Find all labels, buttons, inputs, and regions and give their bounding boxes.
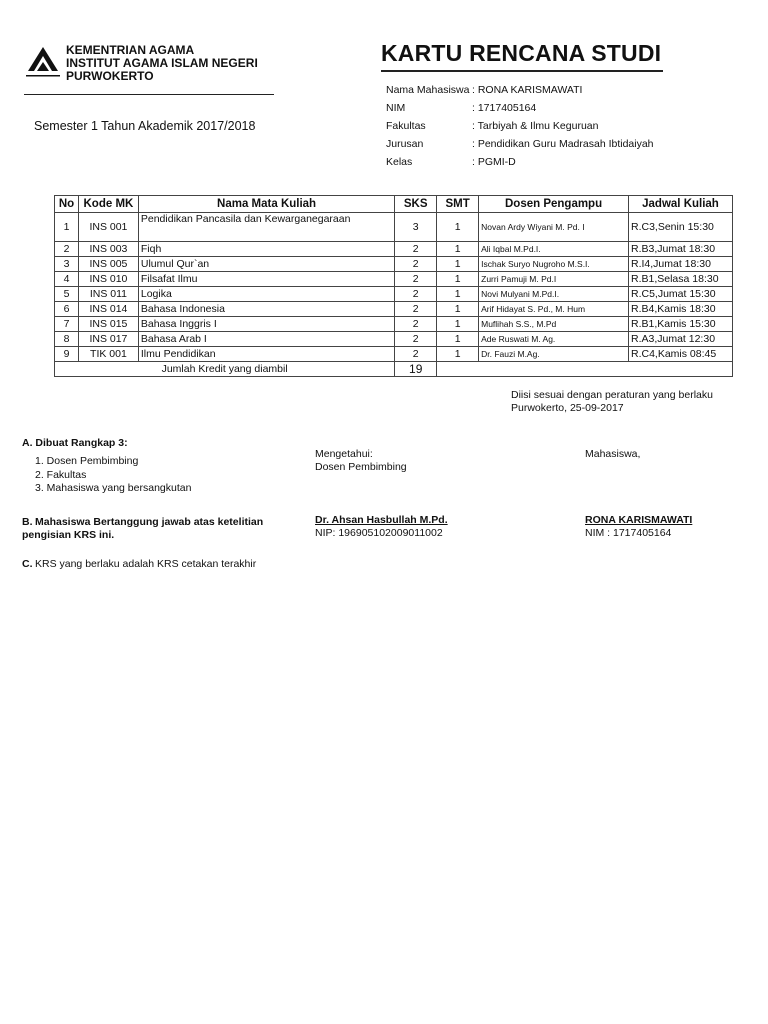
total-label: Jumlah Kredit yang diambil [55,362,395,377]
institution-line-1: KEMENTRIAN AGAMA [66,43,195,57]
cell-smt: 1 [437,332,479,347]
cell-kode: INS 005 [78,257,138,272]
cell-no: 9 [55,347,79,362]
table-row [55,302,733,317]
table-row [55,287,733,302]
note-line-1: Diisi sesuai dengan peraturan yang berlaku [511,389,713,401]
cell-nama: Bahasa Indonesia [138,302,394,317]
header-divider [24,94,274,95]
col-header-smt: SMT [437,196,479,213]
cell-dosen: Muflihah S.S., M.Pd [479,317,629,332]
info-row-faculty [386,120,654,138]
student-info [386,84,654,174]
advisor-nip: NIP: 196905102009011002 [315,527,443,539]
cell-jadwal: R.A3,Jumat 12:30 [628,332,732,347]
cell-dosen: Ade Ruswati M. Ag. [479,332,629,347]
cell-kode: INS 017 [78,332,138,347]
cell-jadwal: R.C3,Senin 15:30 [628,213,732,242]
cell-nama: Fiqh [138,242,394,257]
cell-dosen: Dr. Fauzi M.Ag. [479,347,629,362]
cell-smt: 1 [437,347,479,362]
section-b-text: Mahasiswa Bertanggung jawab atas ketelitian pengisian KRS ini. [22,516,264,541]
cell-sks: 2 [395,302,437,317]
cell-nama: Filsafat Ilmu [138,272,394,287]
cell-dosen: Novan Ardy Wiyani M. Pd. I [479,213,629,242]
semester-label: Semester 1 Tahun Akademik 2017/2018 [34,119,256,133]
place-date: Purwokerto, 25-09-2017 [511,402,624,414]
title-underline [381,70,663,72]
info-value: : Tarbiyah & Ilmu Keguruan [472,120,599,132]
cell-smt: 1 [437,317,479,332]
info-value: : Pendidikan Guru Madrasah Ibtidaiyah [472,138,654,150]
table-row [55,272,733,287]
cell-jadwal: R.B3,Jumat 18:30 [628,242,732,257]
iain-logo-icon [24,44,62,82]
info-label: Nama Mahasiswa [386,84,470,96]
cell-sks: 2 [395,242,437,257]
cell-sks: 2 [395,347,437,362]
cell-smt: 1 [437,302,479,317]
student-label: Mahasiswa, [585,448,641,460]
cell-smt: 1 [437,242,479,257]
cell-nama: Ulumul Qur`an [138,257,394,272]
info-row-class [386,156,654,174]
cell-no: 6 [55,302,79,317]
cell-dosen: Novi Mulyani M.Pd.I. [479,287,629,302]
cell-sks: 2 [395,272,437,287]
student-nim: NIM : 1717405164 [585,527,672,539]
cell-kode: INS 003 [78,242,138,257]
cell-smt: 1 [437,272,479,287]
cell-no: 2 [55,242,79,257]
cell-no: 1 [55,213,79,242]
cell-sks: 2 [395,317,437,332]
col-header-jadwal: Jadwal Kuliah [628,196,732,213]
cell-nama: Ilmu Pendidikan [138,347,394,362]
advisor-signature [315,514,448,540]
cell-sks: 2 [395,257,437,272]
cell-kode: INS 015 [78,317,138,332]
cell-sks: 2 [395,287,437,302]
table-row [55,317,733,332]
info-label: Kelas [386,156,413,168]
info-label: Jurusan [386,138,424,150]
cell-no: 4 [55,272,79,287]
course-table [54,195,733,377]
institution-line-3: PURWOKERTO [66,69,154,83]
table-row [55,242,733,257]
advisor-role: Dosen Pembimbing [315,461,407,473]
section-c [22,558,256,570]
col-header-no: No [55,196,79,213]
info-row-name [386,84,654,102]
cell-jadwal: R.I4,Jumat 18:30 [628,257,732,272]
cell-no: 8 [55,332,79,347]
info-label: NIM [386,102,406,114]
advisor-name: Dr. Ahsan Hasbullah M.Pd. [315,514,448,526]
cell-no: 3 [55,257,79,272]
cell-jadwal: R.C4,Kamis 08:45 [628,347,732,362]
info-value: : RONA KARISMAWATI [472,84,583,96]
page-title: KARTU RENCANA STUDI [381,40,662,66]
section-b-letter: B. [22,516,33,528]
cell-sks: 2 [395,332,437,347]
section-c-text: KRS yang berlaku adalah KRS cetakan terakhir [35,558,257,570]
cell-smt: 1 [437,287,479,302]
col-header-sks: SKS [395,196,437,213]
cell-smt: 1 [437,213,479,242]
total-empty-cell [437,362,733,377]
info-row-department [386,138,654,156]
student-name: RONA KARISMAWATI [585,514,693,526]
cell-kode: INS 001 [78,213,138,242]
cell-sks: 3 [395,213,437,242]
col-header-nama: Nama Mata Kuliah [138,196,394,213]
cell-jadwal: R.B1,Kamis 15:30 [628,317,732,332]
total-credits: 19 [395,362,437,377]
regulation-note [511,389,713,415]
cell-kode: INS 010 [78,272,138,287]
cell-no: 7 [55,317,79,332]
section-c-letter: C. [22,558,33,570]
cell-no: 5 [55,287,79,302]
cell-kode: INS 011 [78,287,138,302]
cell-jadwal: R.B1,Selasa 18:30 [628,272,732,287]
info-row-nim [386,102,654,120]
cell-kode: INS 014 [78,302,138,317]
cell-kode: TIK 001 [78,347,138,362]
acknowledged-label: Mengetahui: [315,448,373,460]
institution-line-2: INSTITUT AGAMA ISLAM NEGERI [66,56,258,70]
cell-jadwal: R.C5,Jumat 15:30 [628,287,732,302]
table-row [55,257,733,272]
table-row [55,332,733,347]
acknowledged-by [315,448,407,474]
table-row [55,347,733,362]
cell-nama: Pendidikan Pancasila dan Kewarganegaraan [138,213,394,242]
col-header-dosen: Dosen Pengampu [479,196,629,213]
table-total-row [55,362,733,377]
institution-name [66,44,258,83]
cell-dosen: Ali Iqbal M.Pd.I. [479,242,629,257]
section-b [22,516,292,542]
cell-jadwal: R.B4,Kamis 18:30 [628,302,732,317]
cell-nama: Logika [138,287,394,302]
table-header-row [55,196,733,213]
student-signature [585,514,692,540]
cell-dosen: Arif Hidayat S. Pd., M. Hum [479,302,629,317]
section-a-list [35,455,191,496]
list-item: 1. Dosen Pembimbing [35,455,139,467]
cell-dosen: Ischak Suryo Nugroho M.S.I. [479,257,629,272]
col-header-kode: Kode MK [78,196,138,213]
section-a-title: A. Dibuat Rangkap 3: [22,437,128,449]
info-value: : PGMI-D [472,156,516,168]
list-item: 2. Fakultas [35,468,87,481]
cell-dosen: Zurri Pamuji M. Pd.I [479,272,629,287]
cell-nama: Bahasa Arab I [138,332,394,347]
cell-nama: Bahasa Inggris I [138,317,394,332]
table-row [55,213,733,242]
list-item: 3. Mahasiswa yang bersangkutan [35,482,192,494]
info-value: : 1717405164 [472,102,537,114]
cell-smt: 1 [437,257,479,272]
info-label: Fakultas [386,120,426,132]
